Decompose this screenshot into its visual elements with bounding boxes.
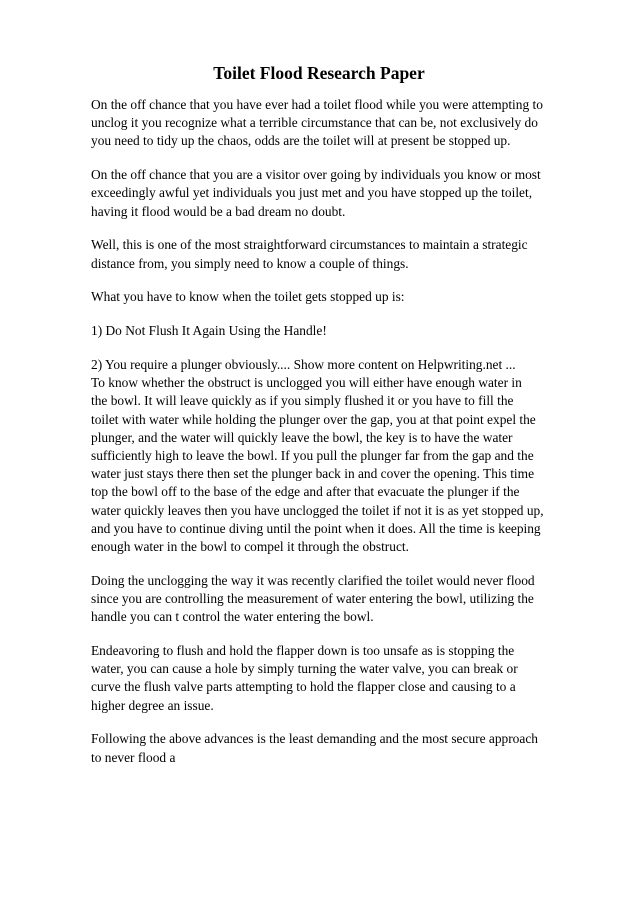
text-line: toilet with water while holding the plunger over the gap, you at that point expel the (91, 411, 536, 427)
text-line: water just stays there then set the plunger back in and cover the opening. This time (91, 466, 535, 482)
paragraph (91, 96, 591, 151)
text-line: 1) Do Not Flush It Again Using the Handle! (91, 323, 327, 339)
text-line: you need to tidy up the chaos, odds are the toilet will at present be stopped up. (91, 133, 511, 149)
text-line: On the off chance that you are a visitor over going by individuals you know or most (91, 167, 541, 183)
text-line: To know whether the obstruct is unclogged you will either have enough water in (91, 375, 522, 391)
text-line: higher degree an issue. (91, 697, 214, 713)
text-line: top the bowl off to the base of the edge and after that evacuate the plunger if the (91, 484, 520, 500)
text-line: since you are controlling the measurement of water entering the bowl, utilizing the (91, 591, 534, 607)
text-line: water, you can cause a hole by simply turning the water valve, you can break or (91, 661, 518, 677)
text-line: Well, this is one of the most straightforward circumstances to maintain a strategic (91, 237, 528, 253)
text-line: the bowl. It will leave quickly as if you simply flushed it or you have to fill the (91, 393, 514, 409)
text-line: curve the flush valve parts attempting to hold the flapper close and causing to a (91, 679, 516, 695)
paragraph (91, 356, 591, 556)
text-line: to never flood a (91, 749, 176, 765)
text-line: distance from, you simply need to know a couple of things. (91, 255, 409, 271)
text-line: and you have to continue diving until the point when it does. All the time is keeping (91, 520, 541, 536)
text-line: sufficiently high to leave the bowl. If you pull the plunger far from the gap and the (91, 448, 534, 464)
paragraph (91, 642, 591, 715)
paragraph (91, 572, 591, 627)
text-line: enough water in the bowl to compel it through the obstruct. (91, 539, 409, 555)
paragraph (91, 322, 591, 340)
text-line: On the off chance that you have ever had a toilet flood while you were attempting to (91, 97, 543, 112)
text-line: unclog it you recognize what a terrible circumstance that can be, not exclusively do (91, 115, 538, 131)
text-line: Endeavoring to flush and hold the flapper down is too unsafe as is stopping the (91, 643, 515, 659)
text-line: What you have to know when the toilet gets stopped up is: (91, 289, 405, 305)
text-line: Following the above advances is the least demanding and the most secure approach (91, 731, 538, 747)
text-line: exceedingly awful yet individuals you just met and you have stopped up the toilet, (91, 185, 533, 201)
text-line: plunger, and the water will quickly leave the bowl, the key is to have the water (91, 429, 513, 445)
text-line: handle you can t control the water entering the bowl. (91, 609, 374, 625)
paragraph (91, 730, 591, 766)
document-body (91, 96, 591, 782)
paragraph (91, 288, 591, 306)
document-title: Toilet Flood Research Paper (213, 63, 425, 83)
text-line: 2) You require a plunger obviously.... Show more content on Helpwriting.net ... (91, 357, 516, 372)
text-line: Doing the unclogging the way it was recently clarified the toilet would never flood (91, 572, 535, 588)
paragraph (91, 236, 591, 272)
paragraph (91, 166, 591, 221)
text-line: having it flood would be a bad dream no doubt. (91, 203, 346, 219)
text-line: water quickly leaves then you have unclogged the toilet if not it is as yet stopped up, (91, 502, 544, 518)
